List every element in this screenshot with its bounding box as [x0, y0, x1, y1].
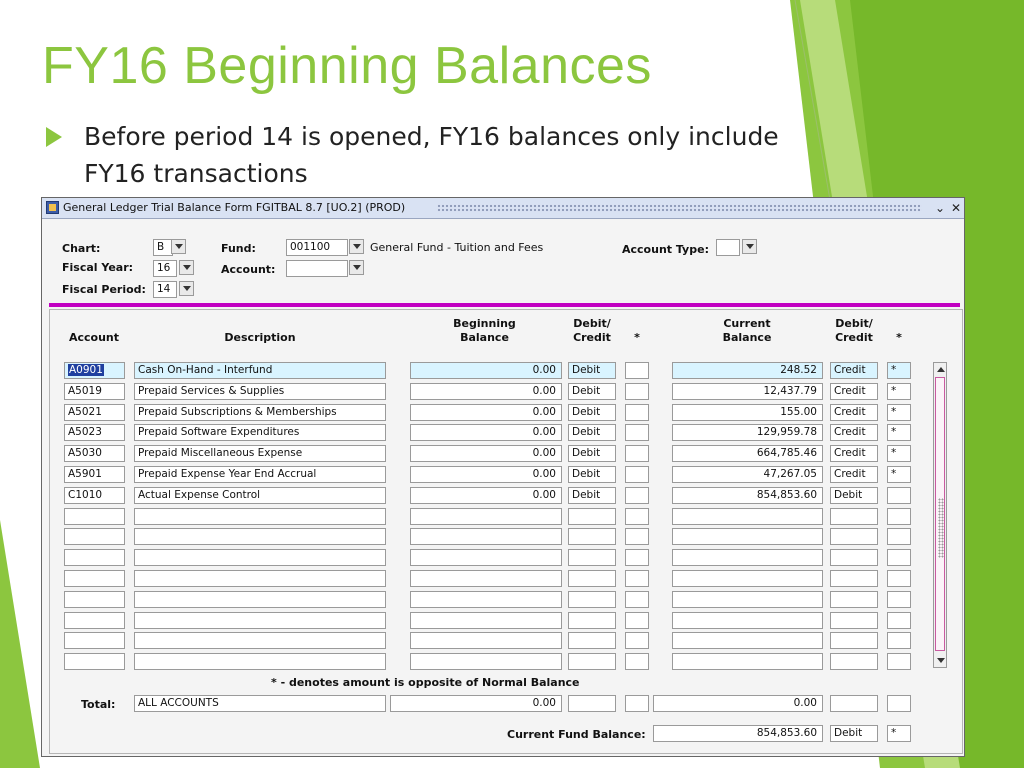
opposite-balance-note: * - denotes amount is opposite of Normal Balance	[271, 676, 580, 689]
account-cell[interactable]: A5901	[64, 466, 125, 483]
description-cell[interactable]	[134, 591, 386, 608]
account-cell[interactable]	[64, 570, 125, 587]
debit-credit-cell[interactable]: Debit	[568, 383, 616, 400]
opposite-flag-cell[interactable]	[625, 653, 649, 670]
current-balance-cell[interactable]: 854,853.60	[672, 487, 823, 504]
chart-label: Chart:	[62, 242, 101, 255]
debit-credit-cell[interactable]	[568, 508, 616, 525]
total-opposite-flag-2	[887, 695, 911, 712]
opposite-flag-cell-2[interactable]: *	[887, 362, 911, 379]
beginning-balance-cell[interactable]: 0.00	[410, 445, 562, 462]
debit-credit-cell-2[interactable]: Debit	[830, 487, 878, 504]
header-debit-credit: Debit/ Credit	[573, 317, 611, 344]
current-balance-cell[interactable]	[672, 549, 823, 566]
current-balance-cell[interactable]	[672, 591, 823, 608]
account-type-label: Account Type:	[622, 243, 709, 256]
header-current-balance: Current Balance	[722, 317, 772, 344]
current-balance-cell[interactable]: 47,267.05	[672, 466, 823, 483]
debit-credit-cell-2[interactable]: Credit	[830, 404, 878, 421]
beginning-balance-cell[interactable]	[410, 528, 562, 545]
header-description: Description	[224, 331, 296, 344]
opposite-flag-cell-2[interactable]	[887, 528, 911, 545]
current-balance-cell[interactable]	[672, 570, 823, 587]
total-description: ALL ACCOUNTS	[134, 695, 386, 712]
opposite-flag-cell[interactable]	[625, 528, 649, 545]
opposite-flag-cell[interactable]	[625, 362, 649, 379]
chart-dropdown-icon[interactable]	[171, 239, 186, 254]
description-cell[interactable]: Cash On-Hand - Interfund	[134, 362, 386, 379]
current-balance-cell[interactable]: 12,437.79	[672, 383, 823, 400]
debit-credit-cell[interactable]	[568, 549, 616, 566]
debit-credit-cell-2[interactable]	[830, 591, 878, 608]
account-cell[interactable]	[64, 549, 125, 566]
account-cell[interactable]	[64, 362, 125, 379]
debit-credit-cell[interactable]	[568, 632, 616, 649]
opposite-flag-cell[interactable]	[625, 508, 649, 525]
debit-credit-cell-2[interactable]: Credit	[830, 445, 878, 462]
opposite-flag-cell[interactable]	[625, 383, 649, 400]
description-cell[interactable]	[134, 549, 386, 566]
section-separator	[49, 303, 960, 307]
current-balance-cell[interactable]: 248.52	[672, 362, 823, 379]
header-account: Account	[68, 331, 120, 344]
description-cell[interactable]	[134, 653, 386, 670]
chart-input[interactable]: B	[153, 239, 173, 256]
opposite-flag-cell-2[interactable]	[887, 653, 911, 670]
description-cell[interactable]: Actual Expense Control	[134, 487, 386, 504]
opposite-flag-cell-2[interactable]: *	[887, 445, 911, 462]
opposite-flag-cell[interactable]	[625, 404, 649, 421]
scroll-grip	[938, 498, 944, 558]
current-fund-balance-dc: Debit	[830, 725, 878, 742]
account-type-dropdown-icon[interactable]	[742, 239, 757, 254]
beginning-balance-cell[interactable]	[410, 508, 562, 525]
beginning-balance-cell[interactable]: 0.00	[410, 487, 562, 504]
debit-credit-cell-2[interactable]: Credit	[830, 362, 878, 379]
fiscal-year-dropdown-icon[interactable]	[179, 260, 194, 275]
debit-credit-cell[interactable]	[568, 591, 616, 608]
opposite-flag-cell-2[interactable]	[887, 570, 911, 587]
account-label: Account:	[221, 263, 276, 276]
debit-credit-cell[interactable]	[568, 653, 616, 670]
account-cell[interactable]: A5021	[64, 404, 125, 421]
header-debit-credit-2: Debit/ Credit	[835, 317, 873, 344]
fund-description: General Fund - Tuition and Fees	[370, 241, 544, 254]
opposite-flag-cell-2[interactable]	[887, 487, 911, 504]
debit-credit-cell[interactable]: Debit	[568, 404, 616, 421]
description-cell[interactable]	[134, 612, 386, 629]
titlebar-grip	[437, 204, 922, 212]
total-current-balance: 0.00	[653, 695, 823, 712]
beginning-balance-cell[interactable]	[410, 549, 562, 566]
debit-credit-cell[interactable]	[568, 528, 616, 545]
description-cell[interactable]	[134, 528, 386, 545]
current-balance-cell[interactable]	[672, 612, 823, 629]
total-debit-credit-2	[830, 695, 878, 712]
debit-credit-cell[interactable]	[568, 570, 616, 587]
account-input[interactable]	[286, 260, 348, 277]
fiscal-year-input[interactable]: 16	[153, 260, 177, 277]
account-cell[interactable]: A5023	[64, 424, 125, 441]
account-dropdown-icon[interactable]	[349, 260, 364, 275]
debit-credit-cell[interactable]	[568, 612, 616, 629]
opposite-flag-cell-2[interactable]: *	[887, 383, 911, 400]
window-titlebar[interactable]	[42, 198, 964, 219]
chevron-down-icon[interactable]: ⌄	[934, 201, 946, 215]
slide-bullet-text: Before period 14 is opened, FY16 balances only include FY16 transactions	[84, 122, 779, 188]
header-opposite-flag: *	[634, 331, 640, 344]
debit-credit-cell-2[interactable]	[830, 549, 878, 566]
debit-credit-cell-2[interactable]	[830, 570, 878, 587]
beginning-balance-cell[interactable]: 0.00	[410, 383, 562, 400]
account-cell[interactable]	[64, 508, 125, 525]
account-cell[interactable]: A5030	[64, 445, 125, 462]
opposite-flag-cell[interactable]	[625, 632, 649, 649]
account-cell[interactable]: A5019	[64, 383, 125, 400]
account-cell[interactable]	[64, 528, 125, 545]
debit-credit-cell-2[interactable]: Credit	[830, 383, 878, 400]
beginning-balance-cell[interactable]: 0.00	[410, 466, 562, 483]
opposite-flag-cell[interactable]	[625, 612, 649, 629]
description-cell[interactable]: Prepaid Expense Year End Accrual	[134, 466, 386, 483]
debit-credit-cell[interactable]: Debit	[568, 424, 616, 441]
scroll-down-icon[interactable]	[937, 658, 945, 663]
description-cell[interactable]	[134, 508, 386, 525]
account-cell[interactable]	[64, 653, 125, 670]
description-cell[interactable]: Prepaid Software Expenditures	[134, 424, 386, 441]
current-balance-cell[interactable]	[672, 508, 823, 525]
beginning-balance-cell[interactable]: 0.00	[410, 424, 562, 441]
current-balance-cell[interactable]	[672, 528, 823, 545]
opposite-flag-cell-2[interactable]	[887, 508, 911, 525]
opposite-flag-cell[interactable]	[625, 466, 649, 483]
opposite-flag-cell-2[interactable]	[887, 632, 911, 649]
debit-credit-cell-2[interactable]	[830, 632, 878, 649]
debit-credit-cell-2[interactable]: Credit	[830, 466, 878, 483]
current-balance-cell[interactable]	[672, 653, 823, 670]
opposite-flag-cell[interactable]	[625, 591, 649, 608]
debit-credit-cell[interactable]: Debit	[568, 487, 616, 504]
app-icon	[46, 201, 59, 214]
description-cell[interactable]: Prepaid Subscriptions & Memberships	[134, 404, 386, 421]
opposite-flag-cell-2[interactable]	[887, 549, 911, 566]
opposite-flag-cell[interactable]	[625, 549, 649, 566]
account-cell[interactable]	[64, 591, 125, 608]
green-corner-left	[0, 520, 40, 768]
current-fund-balance-flag: *	[887, 725, 911, 742]
current-balance-cell[interactable]: 155.00	[672, 404, 823, 421]
beginning-balance-cell[interactable]	[410, 632, 562, 649]
opposite-flag-cell[interactable]	[625, 570, 649, 587]
window-title: General Ledger Trial Balance Form FGITBAL 8.7 [UO.2] (PROD)	[63, 201, 406, 214]
header-beginning-balance: Beginning Balance	[453, 317, 516, 344]
debit-credit-cell-2[interactable]	[830, 653, 878, 670]
debit-credit-cell-2[interactable]	[830, 528, 878, 545]
opposite-flag-cell-2[interactable]: *	[887, 466, 911, 483]
current-balance-cell[interactable]: 664,785.46	[672, 445, 823, 462]
account-cell[interactable]	[64, 612, 125, 629]
debit-credit-cell-2[interactable]: Credit	[830, 424, 878, 441]
account-cell[interactable]: C1010	[64, 487, 125, 504]
total-opposite-flag	[625, 695, 649, 712]
selected-text: A0901	[69, 364, 103, 376]
bullet-arrow-icon	[46, 127, 62, 147]
description-cell[interactable]	[134, 632, 386, 649]
debit-credit-cell[interactable]: Debit	[568, 362, 616, 379]
debit-credit-cell-2[interactable]	[830, 508, 878, 525]
slide-title: FY16 Beginning Balances	[42, 37, 652, 95]
beginning-balance-cell[interactable]: 0.00	[410, 404, 562, 421]
beginning-balance-cell[interactable]: 0.00	[410, 362, 562, 379]
trial-balance-window	[41, 197, 965, 757]
total-beginning-balance: 0.00	[390, 695, 562, 712]
beginning-balance-cell[interactable]	[410, 612, 562, 629]
opposite-flag-cell[interactable]	[625, 424, 649, 441]
fiscal-year-label: Fiscal Year:	[62, 261, 134, 274]
fund-dropdown-icon[interactable]	[349, 239, 364, 254]
fund-label: Fund:	[221, 242, 256, 255]
close-icon[interactable]: ✕	[950, 201, 962, 215]
account-cell[interactable]	[64, 632, 125, 649]
total-label: Total:	[81, 698, 116, 711]
current-balance-cell[interactable]	[672, 632, 823, 649]
scroll-up-icon[interactable]	[937, 367, 945, 372]
debit-credit-cell[interactable]: Debit	[568, 445, 616, 462]
scrollbar-thumb[interactable]	[935, 377, 945, 651]
fund-input[interactable]: 001100	[286, 239, 348, 256]
opposite-flag-cell-2[interactable]	[887, 612, 911, 629]
account-type-input[interactable]	[716, 239, 740, 256]
current-balance-cell[interactable]: 129,959.78	[672, 424, 823, 441]
current-fund-balance-value: 854,853.60	[653, 725, 823, 742]
opposite-flag-cell[interactable]	[625, 445, 649, 462]
debit-credit-cell-2[interactable]	[830, 612, 878, 629]
beginning-balance-cell[interactable]	[410, 570, 562, 587]
total-debit-credit	[568, 695, 616, 712]
fiscal-period-input[interactable]: 14	[153, 281, 177, 298]
header-opposite-flag-2: *	[896, 331, 902, 344]
description-cell[interactable]: Prepaid Miscellaneous Expense	[134, 445, 386, 462]
opposite-flag-cell-2[interactable]	[887, 591, 911, 608]
fiscal-period-label: Fiscal Period:	[62, 283, 146, 296]
current-fund-balance-label: Current Fund Balance:	[507, 728, 646, 741]
opposite-flag-cell-2[interactable]: *	[887, 404, 911, 421]
table-scrollbar[interactable]	[933, 362, 947, 668]
description-cell[interactable]	[134, 570, 386, 587]
debit-credit-cell[interactable]: Debit	[568, 466, 616, 483]
beginning-balance-cell[interactable]	[410, 653, 562, 670]
opposite-flag-cell[interactable]	[625, 487, 649, 504]
fiscal-period-dropdown-icon[interactable]	[179, 281, 194, 296]
beginning-balance-cell[interactable]	[410, 591, 562, 608]
opposite-flag-cell-2[interactable]: *	[887, 424, 911, 441]
description-cell[interactable]: Prepaid Services & Supplies	[134, 383, 386, 400]
